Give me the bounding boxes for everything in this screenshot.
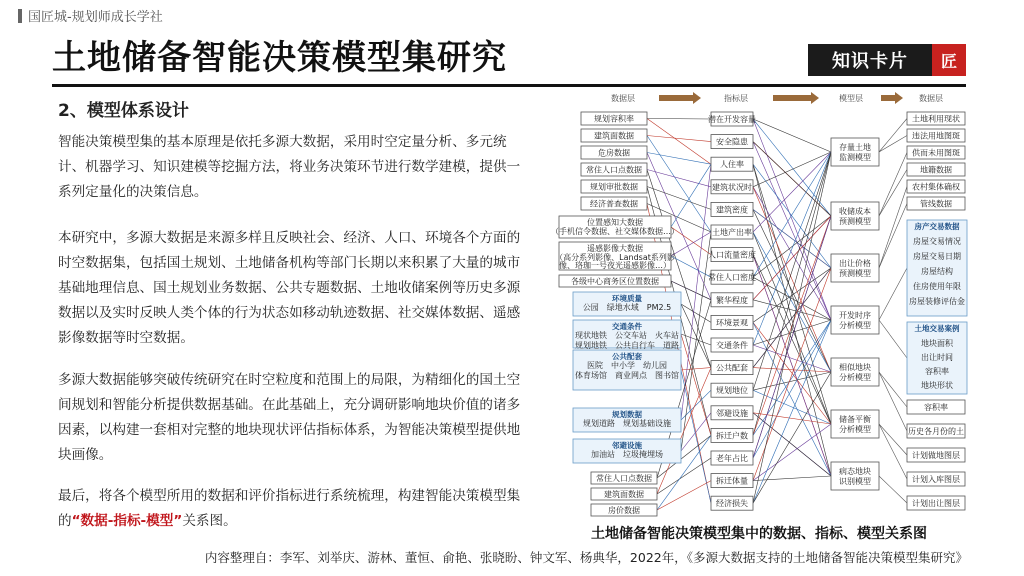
- card-label: 知识卡片: [808, 44, 932, 76]
- indicator-box-label: 土地产出率: [712, 228, 752, 237]
- data-group-items: 房屋结构: [921, 267, 953, 276]
- paragraph-4-text: 最后，将各个模型所用的数据和评价指标进行系统梳理，构建智能决策模型集的: [58, 488, 521, 529]
- data-group-items: 出让时间: [921, 353, 953, 362]
- connector-line: [753, 216, 831, 277]
- flow-arrow: [773, 92, 819, 104]
- data-item-label: 违法用地图斑: [912, 131, 960, 141]
- data-group-items: 地块形状: [921, 381, 953, 390]
- data-group-items: 公园 绿地水域 PM2.5: [582, 303, 672, 312]
- data-group-items: 地块面积: [921, 339, 953, 348]
- data-item-label: 供而未用图斑: [912, 148, 960, 158]
- data-group-items: 体育场馆 商业网点 图书馆: [575, 371, 679, 380]
- indicator-box-label: 经济损失: [716, 499, 748, 509]
- flow-arrow: [881, 92, 903, 104]
- relation-diagram: [551, 92, 971, 522]
- model-label: 收储成本: [839, 207, 871, 216]
- indicator-box-label: 建筑状况时: [712, 182, 752, 192]
- data-box-title: 位置感知大数据: [587, 218, 643, 227]
- data-item-label: 危房数据: [598, 148, 630, 158]
- connector-line: [879, 268, 907, 320]
- connector-line: [647, 119, 711, 120]
- layer-header: 指标层: [724, 94, 748, 103]
- model-label: 分析模型: [839, 321, 871, 330]
- indicator-box-label: 邻避设施: [716, 408, 748, 418]
- data-group-items: 容积率: [925, 367, 949, 376]
- title-divider: [52, 84, 966, 87]
- flow-arrow: [659, 92, 701, 104]
- indicator-box-label: 安全隐患: [716, 137, 748, 147]
- data-item-label: 计划入库图层: [912, 475, 960, 484]
- source-footer: 内容整理自：李军、刘举庆、游林、董恒、俞艳、张晓盼、钟文军、杨典华，2022年，《多源大数据支持的土地储备智能决策模型集研究》: [204, 550, 968, 565]
- data-item-label: 规划容积率: [594, 114, 634, 124]
- layer-header: 数据层: [611, 94, 635, 103]
- data-item-label: 地籍数据: [920, 165, 952, 175]
- model-label: 病态地块: [839, 467, 871, 476]
- connector-line: [647, 136, 711, 142]
- diagram-caption: 土地储备智能决策模型集中的数据、指标、模型关系图: [591, 526, 927, 542]
- indicator-box-label: 环境景观: [716, 318, 748, 328]
- data-item-label: 建筑面数据: [594, 131, 634, 141]
- connector-line: [753, 268, 831, 322]
- breadcrumb-marker: [18, 9, 22, 23]
- connector-line: [753, 164, 831, 476]
- indicator-box-label: 规划地位: [716, 386, 748, 396]
- data-group-items: 医院 中小学 幼儿园: [587, 361, 667, 370]
- data-group-items: 规划地铁 公共自行车 道路: [575, 341, 679, 350]
- indicator-box-label: 拆迁户数: [716, 431, 748, 441]
- data-item-label: 容积率: [924, 403, 948, 412]
- connector-line: [753, 320, 831, 503]
- connector-line: [681, 390, 711, 420]
- breadcrumb: [18, 6, 163, 25]
- data-item-label: 规划审批数据: [590, 182, 638, 192]
- connector-line: [753, 209, 831, 268]
- data-box-sub: （手机信令数据、社交媒体数据…）: [551, 227, 679, 236]
- data-group-title: 公共配套: [612, 352, 642, 361]
- connector-line: [879, 136, 907, 153]
- brand-logo-icon: 匠: [932, 44, 966, 76]
- connector-line: [753, 119, 831, 216]
- data-group-title: 房产交易数据: [914, 222, 960, 231]
- paragraph-2: 本研究中，多源大数据是来源多样且反映社会、经济、人口、环境各个方面的时空数据集，包括国土规划、土地储备机构等部门长期以来积累了大量的城市基础地理信息、国土规划业务数据、公共专题数据、土地收储案例等历史多源数据以及实时反映人类个体的行为状态如移动轨迹数据、社交媒体数据、遥感影像数据等时空数据。: [58, 230, 521, 346]
- data-group-items: 加油站 垃圾掩埋场: [591, 450, 663, 459]
- data-group-items: 房屋交易情况: [913, 237, 961, 246]
- data-item-label: 常住人口点数据: [596, 474, 652, 483]
- model-label: 监测模型: [839, 153, 871, 162]
- paragraph-1: 智能决策模型集的基本原理是依托多源大数据，采用时空定量分析、多元统计、机器学习、知识建模等挖掘方法，将业务决策环节进行数学建模，提供一系列定量化的决策信息。: [58, 134, 521, 200]
- model-label: 存量土地: [839, 143, 871, 152]
- data-group-items: 规划道路 规划基础设施: [583, 419, 671, 428]
- connector-line: [647, 153, 711, 165]
- connector-line: [753, 300, 831, 320]
- indicator-box-label: 交通条件: [716, 341, 748, 350]
- indicator-box-label: 公共配套: [716, 363, 748, 373]
- indicator-box-label: 潜在开发容量: [708, 115, 756, 124]
- paragraph-4: [58, 484, 528, 534]
- model-label: 储备平衡: [839, 415, 871, 424]
- data-item-label: 经济普查数据: [590, 199, 638, 209]
- connector-line: [879, 204, 907, 269]
- connector-line: [879, 170, 907, 217]
- data-group-items: 房屋交易日期: [913, 252, 961, 261]
- model-label: 出让价格: [839, 259, 871, 268]
- data-group-title: 交通条件: [612, 322, 642, 331]
- connector-line: [879, 320, 907, 358]
- data-group-title: 规划数据: [612, 410, 642, 419]
- connector-line: [753, 345, 831, 372]
- connector-line: [753, 268, 831, 481]
- data-item-label: 建筑面数据: [604, 490, 644, 499]
- data-item-label: 各级中心商务区位置数据: [571, 277, 659, 286]
- data-group-title: 邻避设施: [612, 441, 642, 450]
- data-item-label: 计划出让图层: [912, 499, 960, 508]
- breadcrumb-text: 国匠城-规划师成长学社: [28, 10, 163, 25]
- connector-line: [753, 277, 831, 320]
- data-item-label: 计划做地图层: [912, 451, 960, 460]
- model-label: 分析模型: [839, 425, 871, 434]
- connector-line: [753, 119, 831, 320]
- indicator-box-label: 常住人口密度: [708, 273, 756, 283]
- section-title: 2、模型体系设计: [58, 101, 189, 121]
- data-group-items: 现状地铁 公交车站 火车站: [575, 331, 679, 340]
- connector-line: [647, 187, 711, 210]
- data-item-label: 土地利用现状: [912, 114, 960, 124]
- connector-line: [879, 153, 907, 217]
- connector-line: [753, 152, 831, 503]
- indicator-box-label: 繁华程度: [716, 295, 748, 305]
- paragraph-3: 多源大数据能够突破传统研究在时空粒度和范围上的局限，为精细化的国土空间规划和智能分析提供数据基础。在此基础上，充分调研影响地块价值的诸多因素，以构建一套相对完整的地块现状评估指标体系，为智能决策模型提供地块画像。: [58, 372, 521, 463]
- connector-line: [681, 164, 711, 420]
- connector-line: [753, 476, 831, 481]
- indicator-box-label: 人住率: [720, 160, 744, 170]
- model-label: 分析模型: [839, 373, 871, 382]
- connector-line: [879, 424, 907, 479]
- layer-header: 模型层: [839, 94, 863, 103]
- indicator-box-label: 老年占比: [716, 454, 748, 463]
- data-item-label: 常住人口点数据: [586, 165, 642, 175]
- model-label: 识别模型: [839, 477, 871, 486]
- connector-line: [879, 476, 907, 503]
- connector-line: [681, 368, 711, 370]
- connector-line: [879, 187, 907, 269]
- indicator-box-label: 人口流量密度: [708, 250, 756, 260]
- model-label: 预测模型: [839, 269, 871, 278]
- data-box-title: 遥感影像大数据: [587, 244, 643, 253]
- connector-line: [753, 268, 831, 368]
- model-label: 开发时序: [839, 311, 871, 320]
- model-label: 相似地块: [839, 363, 871, 372]
- connector-line: [879, 424, 907, 455]
- data-item-label: 农村集体确权: [912, 182, 960, 192]
- connector-line: [647, 119, 711, 165]
- data-group-items: 住房使用年限: [913, 282, 961, 291]
- data-box-sub: （高分系列影像、Landsat系列影: [555, 253, 675, 262]
- data-item-label: 房价数据: [608, 506, 640, 515]
- indicator-box-label: 建筑密度: [716, 205, 748, 215]
- model-label: 预测模型: [839, 217, 871, 226]
- indicator-box-label: 拆迁体量: [716, 476, 748, 486]
- connector-line: [753, 119, 831, 152]
- highlight-relation: “数据-指标-模型”: [71, 513, 183, 529]
- data-item-label: 历史各月份的土: [908, 427, 964, 436]
- data-group-title: 土地交易案例: [914, 324, 960, 333]
- paragraph-4-end: 关系图。: [182, 513, 237, 529]
- connector-line: [657, 481, 711, 510]
- page-title: 土地储备智能决策模型集研究: [52, 38, 507, 78]
- data-box-sub: 像、珞珈一号夜光遥感影像…）: [559, 261, 671, 270]
- data-group-items: 房屋装修评估金: [909, 297, 965, 306]
- connector-line: [753, 152, 831, 390]
- data-group-title: 环境质量: [612, 294, 642, 303]
- data-item-label: 管线数据: [920, 199, 952, 209]
- layer-header: 数据层: [919, 94, 943, 103]
- knowledge-card-badge: [808, 44, 966, 76]
- connector-line: [753, 255, 831, 476]
- connector-line: [879, 119, 907, 153]
